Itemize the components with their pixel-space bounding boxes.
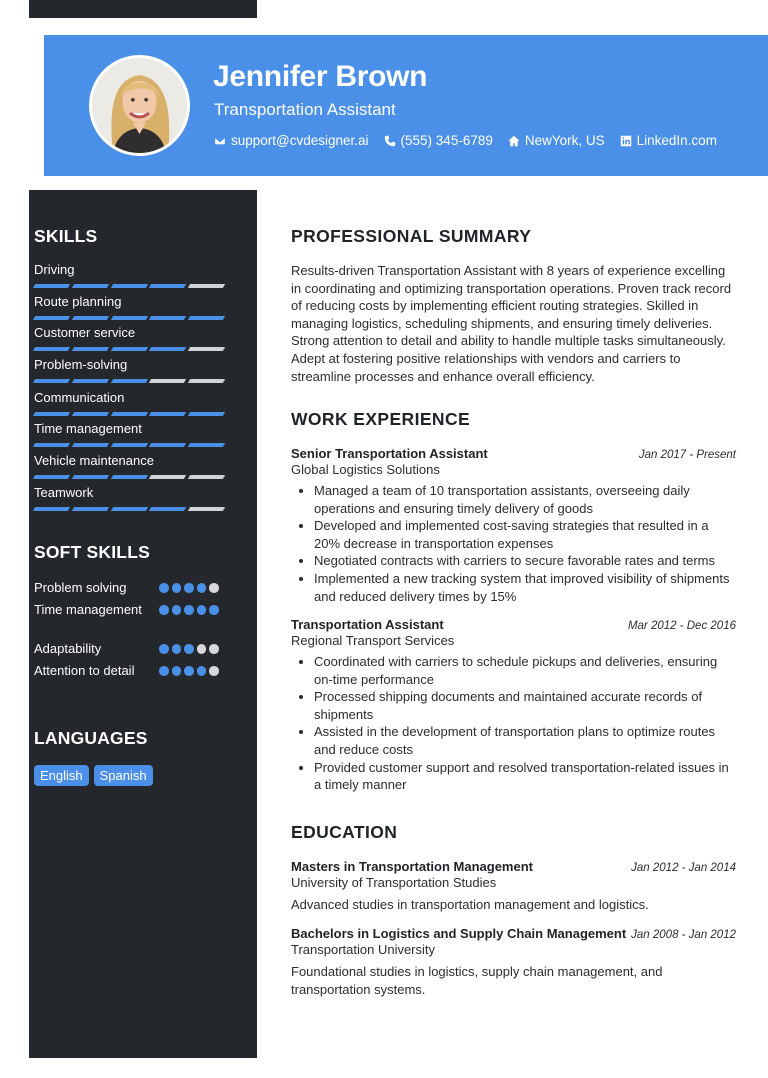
skill-level-segment [33,443,70,447]
job-date: Jan 2017 - Present [638,449,736,461]
rating-dot [159,666,169,676]
soft-skill-name: Time management [34,602,142,617]
soft-skill-name: Adaptability [34,641,102,656]
skill-level-segment [33,379,70,383]
rating-dot [197,583,207,593]
job-date: Mar 2012 - Dec 2016 [627,620,736,632]
contact-list [214,133,717,148]
job-bullet: • Provided customer support and resolved transportation-related issues in a timely manner [314,759,736,794]
rating-dot [209,644,219,654]
skill-level-segment [72,284,109,288]
skill-name: Teamwork [34,485,94,500]
rating-dot [209,605,219,615]
skill-level-segment [110,443,147,447]
home-icon [508,135,520,147]
avatar [89,55,190,156]
candidate-name: Jennifer Brown [213,60,428,93]
languages-heading: LANGUAGES [34,728,148,748]
skill-level-segment [188,379,225,383]
soft-skill-name: Problem solving [34,580,127,595]
rating-dot [209,583,219,593]
skill-level-segment [149,443,186,447]
skill-level-segment [33,475,70,479]
job-bullets [291,482,736,605]
skill-level-bar [34,507,224,511]
rating-dot [159,644,169,654]
skill-level-segment [188,316,225,320]
skill-level-segment [72,347,109,351]
rating-dot [184,605,194,615]
skill-item [34,453,224,479]
skill-level-segment [33,316,70,320]
rating-dot [184,583,194,593]
skill-item [34,390,224,416]
skill-item [34,357,224,383]
skill-level-segment [188,507,225,511]
skill-name: Route planning [34,294,122,309]
experience-heading: WORK EXPERIENCE [291,409,471,429]
linkedin-text: LinkedIn.com [636,133,717,148]
skill-level-segment [149,507,186,511]
education-entry [291,926,736,998]
rating-dot [172,605,182,615]
skill-level-segment [188,347,225,351]
skill-level-bar [34,443,224,447]
skill-name: Communication [34,390,125,405]
job-bullets [291,653,736,794]
skill-level-segment [33,284,70,288]
rating-dot [184,666,194,676]
language-badge: English [34,765,89,786]
rating-dot [209,666,219,676]
degree-description: Advanced studies in transportation management and logistics. [291,897,649,912]
skill-level-segment [149,284,186,288]
envelope-icon [214,135,226,147]
skill-level-bar [34,347,224,351]
soft-skill-rating [159,583,219,593]
skill-level-segment [149,316,186,320]
degree-date: Jan 2012 - Jan 2014 [631,862,736,874]
job-role: Senior Transportation Assistant [291,446,488,461]
soft-skills-heading: SOFT SKILLS [34,542,150,562]
skill-level-segment [72,412,109,416]
degree-name: Bachelors in Logistics and Supply Chain Management [291,926,627,941]
job-entry [291,446,736,605]
language-badge: Spanish [94,765,153,786]
skill-name: Customer service [34,325,136,340]
school-name: University of Transportation Studies [291,875,497,890]
skill-level-segment [72,316,109,320]
rating-dot [159,605,169,615]
soft-skill-name: Attention to detail [34,663,135,678]
rating-dot [197,666,207,676]
soft-skill-rating [159,605,219,615]
job-company: Global Logistics Solutions [291,462,440,477]
skill-level-bar [34,379,224,383]
email-text: support@cvdesigner.ai [231,133,369,148]
job-company: Regional Transport Services [291,633,455,648]
summary-heading: PROFESSIONAL SUMMARY [291,226,532,246]
skill-level-segment [33,347,70,351]
job-entry [291,617,736,794]
skill-level-segment [72,443,109,447]
skill-item [34,421,224,447]
skill-level-segment [110,412,147,416]
skill-level-segment [72,507,109,511]
education-entry [291,859,736,914]
skill-item [34,262,224,288]
phone-icon [384,135,396,147]
skill-name: Vehicle maintenance [34,453,154,468]
skill-name: Driving [34,262,75,277]
soft-skill-rating [159,644,219,654]
skill-level-segment [149,379,186,383]
skill-level-segment [72,379,109,383]
soft-skill-rating [159,666,219,676]
skill-level-bar [34,316,224,320]
job-bullet: • Developed and implemented cost-saving strategies that resulted in a 20% decrease in transportation expenses [314,517,736,552]
rating-dot [197,644,207,654]
rating-dot [172,644,182,654]
skill-level-bar [34,412,224,416]
soft-skill-item [34,579,224,596]
linkedin-icon [620,135,632,147]
skill-level-segment [110,379,147,383]
contact-linkedin[interactable] [620,133,717,148]
candidate-title: Transportation Assistant [214,100,396,119]
skill-level-segment [149,475,186,479]
skill-item [34,294,224,320]
contact-location [508,133,605,148]
skill-level-segment [110,316,147,320]
education-heading: EDUCATION [291,822,398,842]
job-bullet: • Assisted in the development of transportation plans to optimize routes and reduce costs [314,723,736,758]
job-bullet: • Coordinated with carriers to schedule pickups and deliveries, ensuring on-time performance [314,653,736,688]
contact-email[interactable] [214,133,369,148]
degree-date: Jan 2008 - Jan 2012 [631,929,736,941]
languages-list [34,765,153,786]
job-bullet: • Managed a team of 10 transportation assistants, overseeing daily operations and ensuring timely delivery of goods [314,482,736,517]
job-bullet: • Negotiated contracts with carriers to secure favorable rates and terms [314,552,736,570]
skill-level-segment [110,347,147,351]
job-bullet: • Implemented a new tracking system that improved visibility of shipments and reduced delivery times by 15% [314,570,736,605]
skill-level-segment [188,443,225,447]
skill-level-segment [188,475,225,479]
rating-dot [172,666,182,676]
rating-dot [197,605,207,615]
summary-text: Results-driven Transportation Assistant with 8 years of experience excelling in coordinating and optimizing transportation operations. Proven track record of reducing costs by implementing efficient routing strategies. Skilled in managing logistics, scheduling shipments, and ensuring timely deliveries. Strong attention to detail and ability to handle multiple tasks simultaneously. Adept at fostering positive relationships with vendors and carriers to streamline processes and enhance overall efficiency. [291,263,732,384]
skill-level-segment [188,284,225,288]
rating-dot [159,583,169,593]
rating-dot [172,583,182,593]
phone-text: (555) 345-6789 [400,133,493,148]
skill-name: Problem-solving [34,357,128,372]
rating-dot [184,644,194,654]
skill-item [34,325,224,351]
degree-name: Masters in Transportation Management [291,859,533,874]
skill-level-bar [34,475,224,479]
contact-phone[interactable] [384,133,493,148]
skill-level-segment [33,412,70,416]
soft-skill-item [34,601,224,618]
skills-heading: SKILLS [34,226,98,246]
skill-level-segment [72,475,109,479]
job-bullet: • Processed shipping documents and maintained accurate records of shipments [314,688,736,723]
skill-level-segment [33,507,70,511]
skill-level-segment [110,475,147,479]
skill-level-segment [188,412,225,416]
soft-skill-item [34,640,224,657]
degree-description: Foundational studies in logistics, supply chain management, and transportation systems. [291,964,663,997]
skill-name: Time management [34,421,142,436]
location-text: NewYork, US [524,133,605,148]
skill-level-segment [110,284,147,288]
skill-level-segment [149,412,186,416]
skill-level-segment [149,347,186,351]
job-role: Transportation Assistant [291,617,444,632]
school-name: Transportation University [291,942,436,957]
skill-item [34,485,224,511]
soft-skill-item [34,662,224,679]
skill-level-bar [34,284,224,288]
skill-level-segment [110,507,147,511]
